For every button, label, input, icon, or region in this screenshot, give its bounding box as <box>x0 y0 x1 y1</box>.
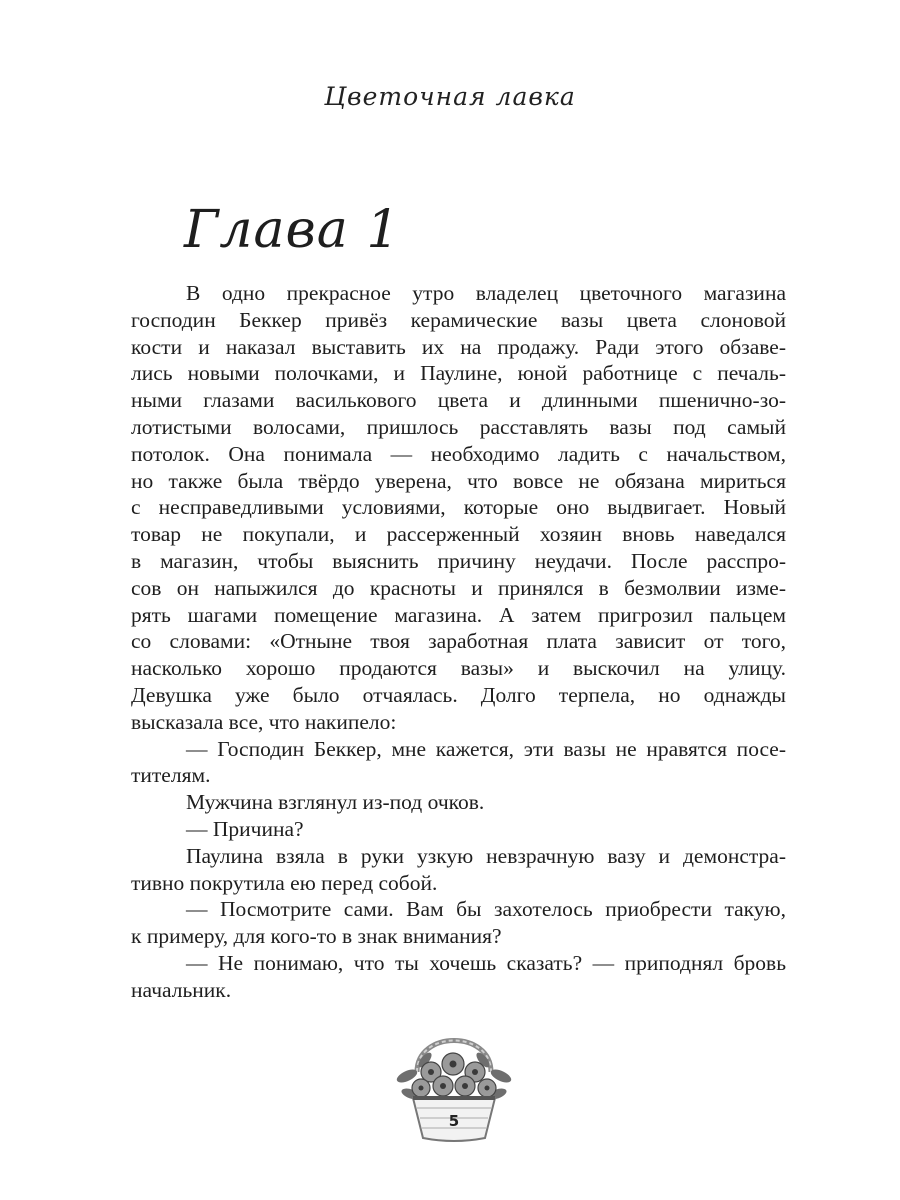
text-line: товар не покупали, и рассерженный хозяин вновь наведался <box>131 522 786 547</box>
text-line: кости и наказал выставить их на продажу. Ради этого обзаве- <box>131 334 786 359</box>
text-line: в магазин, чтобы выяснить причину неудачи. После расспро- <box>131 548 786 573</box>
text-line: со словами: «Отныне твоя заработная плата зависит от того, <box>131 629 786 654</box>
text-line: ными глазами василькового цвета и длинными пшенично-зо- <box>131 388 786 413</box>
text-line: насколько хорошо продаются вазы» и выскочил на улицу. <box>131 656 786 681</box>
text-line: тивно покрутила ею перед собой. <box>131 870 438 895</box>
text-line: лись новыми полочками, и Паулине, юной работнице с печаль- <box>131 361 786 386</box>
text-line: Паулина взяла в руки узкую невзрачную вазу и демонстра- <box>186 843 786 868</box>
text-line: — Посмотрите сами. Вам бы захотелось приобрести такую, <box>186 897 786 922</box>
text-line: В одно прекрасное утро владелец цветочного магазина <box>186 281 786 305</box>
text-line: начальник. <box>131 977 232 1002</box>
text-line: тителям. <box>131 763 211 788</box>
running-head: Цветочная лавка <box>324 82 576 111</box>
text-line: Мужчина взглянул из-под очков. <box>186 790 485 815</box>
text-line: — Не понимаю, что ты хочешь сказать? — приподнял бровь <box>186 950 786 975</box>
text-line: с несправедливыми условиями, которые оно выдвигает. Новый <box>131 495 786 520</box>
text-line: но также была твёрдо уверена, что вовсе не обязана мириться <box>131 468 786 493</box>
page-number: 5 <box>448 1112 460 1130</box>
text-line: господин Беккер привёз керамические вазы цвета слоновой <box>131 307 786 332</box>
text-line: лотистыми волосами, пришлось расставлять вазы под самый <box>131 414 786 439</box>
chapter-body <box>131 280 786 1004</box>
text-line: потолок. Она понимала — необходимо ладить с начальством, <box>131 441 786 466</box>
text-line: — Господин Беккер, мне кажется, эти вазы не нравятся посе- <box>186 736 786 761</box>
text-line: сов он напыжился до красноты и принялся в безмолвии изме- <box>131 575 786 600</box>
chapter-title: Глава 1 <box>184 200 401 260</box>
text-line: рять шагами помещение магазина. А затем пригрозил пальцем <box>131 602 786 627</box>
text-line: Девушка уже было отчаялась. Долго терпела, но однажды <box>131 682 786 707</box>
text-line: — Причина? <box>186 816 304 841</box>
text-line: высказала все, что накипело: <box>131 709 397 734</box>
text-line: к примеру, для кого-то в знак внимания? <box>131 924 502 949</box>
